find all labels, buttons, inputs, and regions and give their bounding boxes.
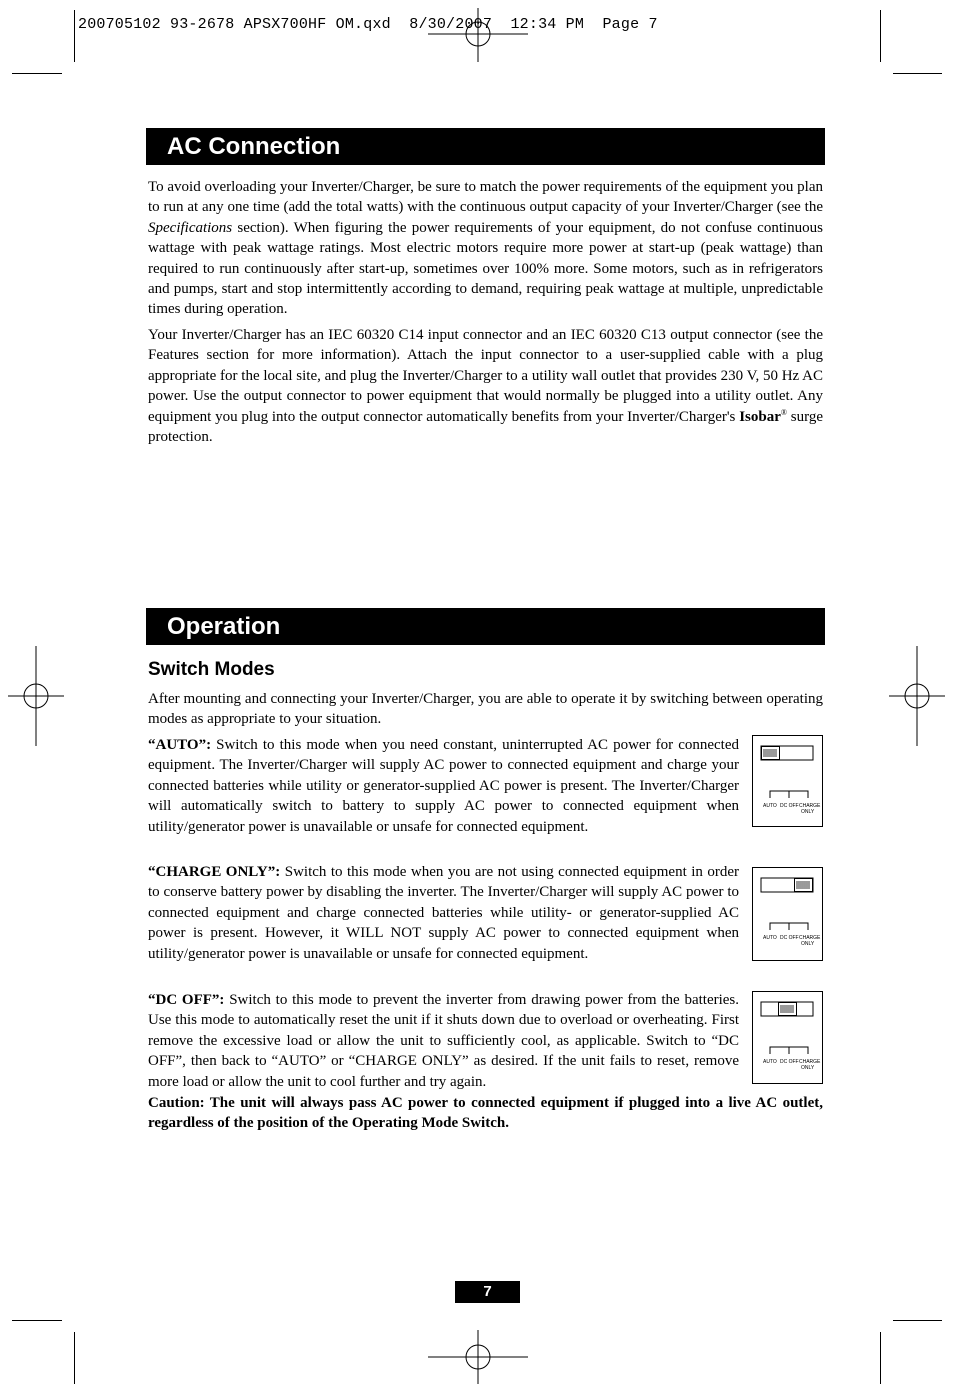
switch-charge-label-only: ONLY	[801, 941, 815, 947]
switch-charge-label-auto: AUTO	[763, 935, 777, 941]
registration-mark-top	[428, 8, 528, 62]
switch-dcoff-label-dc-off: DC OFF	[780, 1059, 799, 1065]
switch-dcoff-label-only: ONLY	[801, 1065, 815, 1071]
switch-auto-icon	[753, 736, 821, 800]
switch-diagram-auto	[752, 735, 823, 827]
mode-auto-description: “AUTO”: Switch to this mode when you need constant, uninterrupted AC power for connected equipment. The Inverter/Charger will supply AC power to connected equipment and charge your connected batteries while utility or generator-supplied AC power is present. The Inverter/Charger will automatically switch to battery to supply AC power to connected equipment when utility/generator power is unavailable or unsafe for connected equipment.	[148, 737, 739, 835]
switch-charge-label-charge: CHARGE	[799, 935, 821, 941]
crop-mark	[893, 1320, 942, 1321]
mode-charge-only-description: “CHARGE ONLY”: Switch to this mode when you are not using connected equipment in order to conserve battery power by disabling the inverter. The Inverter/Charger will supply AC power to connected equipment and charge connected batteries while utility- or generator-supplied AC power is present. However, it WILL NOT supply AC power to connected equipment when utility/generator power is unavailable or unsafe for connected equipment.	[148, 864, 739, 962]
crop-mark	[74, 1332, 75, 1384]
crop-mark	[74, 10, 75, 62]
crop-mark	[12, 73, 62, 74]
section-title-operation: Operation	[146, 608, 825, 645]
crop-mark	[880, 10, 881, 62]
switch-charge-only-icon	[753, 868, 821, 932]
ac-connection-paragraph-1: To avoid overloading your Inverter/Charger, be sure to match the power requirements of the equipment you plan to run at any one time (add the total watts) with the continuous output capacity of your Inverter/Charger (see the Specifications section). When figuring the power requirements of your equipment, do not confuse continuous wattage with peak wattage ratings. Most electric motors require more power at start-up (peak wattage) than required to run continuously after start-up, sometimes over 100% more. Some motors, such as in refrigerators and pumps, start and stop intermittently according to demand, requiring peak wattage at multiple, unpredictable times during operation.	[148, 179, 823, 318]
switch-dcoff-label-charge: CHARGE	[799, 1059, 821, 1065]
switch-diagram-dc-off	[752, 991, 823, 1084]
switch-auto-label-dc-off: DC OFF	[780, 803, 799, 809]
print-slug: 200705102 93-2678 APSX700HF OM.qxd 8/30/2007 12:34 PM Page 7	[78, 16, 658, 33]
crop-mark	[893, 73, 942, 74]
subsection-title-switch-modes: Switch Modes	[148, 659, 275, 680]
registration-mark-left	[8, 646, 64, 746]
switch-charge-label-dc-off: DC OFF	[780, 935, 799, 941]
page-number: 7	[455, 1281, 520, 1303]
switch-auto-label-auto: AUTO	[763, 803, 777, 809]
switch-dcoff-label-auto: AUTO	[763, 1059, 777, 1065]
section-title-ac-connection: AC Connection	[146, 128, 825, 165]
switch-auto-label-charge: CHARGE	[799, 803, 821, 809]
switch-dc-off-icon	[753, 992, 821, 1056]
switch-diagram-charge-only	[752, 867, 823, 961]
registration-mark-right	[889, 646, 945, 746]
mode-dc-off-description: “DC OFF”: Switch to this mode to prevent the inverter from drawing power from the batteries. Use this mode to automatically reset the unit if it shuts down due to overload or overheating. First remove the excessive load or allow the unit to sufficiently cool, as applicable. Switch to “DC OFF”, then back to “AUTO” or “CHARGE ONLY” as desired. If the unit fails to reset, remove more load or allow the unit to cool further and try again.	[148, 992, 740, 1090]
switch-modes-intro: After mounting and connecting your Inverter/Charger, you are able to operate it by switching between operating modes as appropriate to your situation.	[148, 691, 823, 728]
registration-mark-bottom	[428, 1330, 528, 1384]
crop-mark	[880, 1332, 881, 1384]
ac-connection-paragraph-2: Your Inverter/Charger has an IEC 60320 C14 input connector and an IEC 60320 C13 output connector (see the Features section for more information). Attach the input connector to a user-supplied cable with a plug appropriate for the local site, and plug the Inverter/Charger to a utility wall outlet that provides 230 V, 50 Hz AC power. Use the output connector to power equipment that would normally be plugged into a utility outlet. Any equipment you plug into the output connector automatically benefits from your Inverter/Charger's Isobar® surge protection.	[148, 327, 823, 446]
caution-note: Caution: The unit will always pass AC power to connected equipment if plugged into a live AC outlet, regardless of the position of the Operating Mode Switch.	[148, 1095, 823, 1132]
switch-auto-label-only: ONLY	[801, 809, 815, 815]
crop-mark	[12, 1320, 62, 1321]
